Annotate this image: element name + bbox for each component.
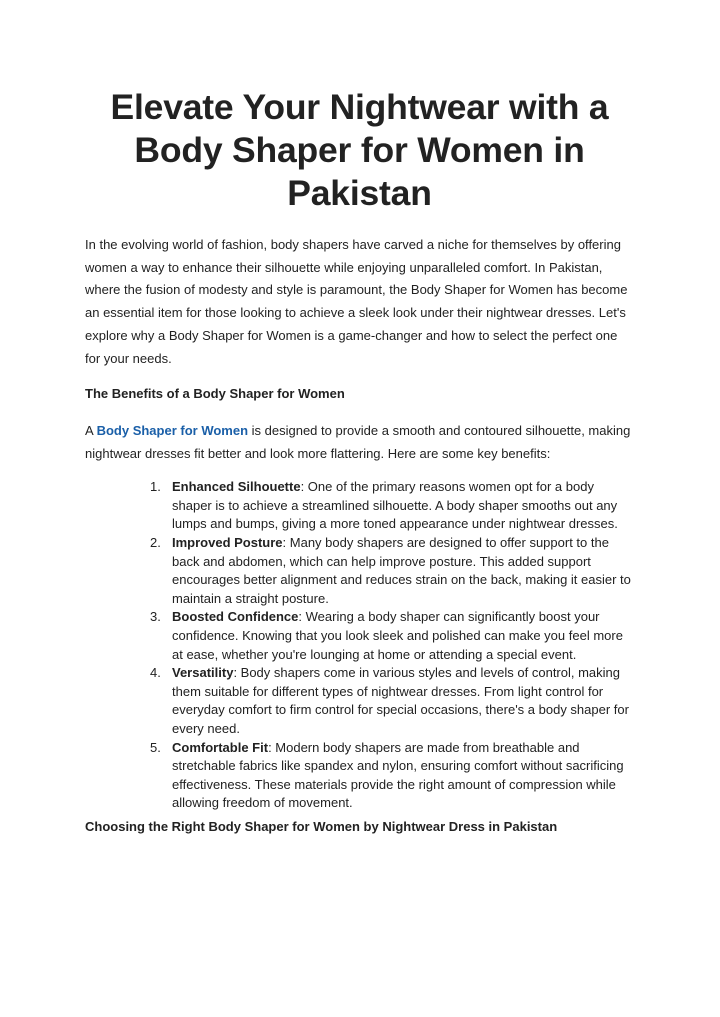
list-item-text: : Many body shapers are designed to offer support to the back and abdomen, which can help improve posture. This added support encourages better alignment and reduces strain on the back, making it easier to maintain a straight posture. [172, 535, 631, 606]
benefits-lead-paragraph [85, 420, 634, 465]
list-item-label: Comfortable Fit [172, 739, 269, 755]
list-item [150, 608, 634, 664]
intro-paragraph: In the evolving world of fashion, body shapers have carved a niche for themselves by offering women a way to enhance their silhouette while enjoying unparalleled comfort. In Pakistan, where the fusion of modesty and style is paramount, the Body Shaper for Women has become an essential item for those looking to achieve a sleek look under their nightwear dresses. Let's explore why a Body Shaper for Women is a game-changer and how to select the perfect one for your needs. [85, 237, 628, 366]
list-item-text: : Body shapers come in various styles and levels of control, making them suitable for different types of nightwear dresses. From light control for everyday comfort to firm control for special occasions, there's a body shaper for every need. [172, 665, 629, 736]
lead-prefix: A [85, 423, 97, 439]
list-item-number: 3. [150, 609, 161, 625]
list-item-label: Boosted Confidence [172, 609, 299, 625]
benefits-heading: The Benefits of a Body Shaper for Women [85, 386, 345, 402]
list-item-label: Improved Posture [172, 535, 283, 550]
list-item-label: Enhanced Silhouette [172, 479, 301, 495]
list-item-text: : Wearing a body shaper can significantly boost your confidence. Knowing that you look sleek and polished can make you feel more at ease, whether you're lounging at home or attending a special event. [172, 609, 623, 662]
list-item-label: Versatility [172, 665, 234, 681]
choosing-heading: Choosing the Right Body Shaper for Women by Nightwear Dress in Pakistan [85, 818, 558, 834]
list-item-text: : Modern body shapers are made from breathable and stretchable fabrics like spandex and nylon, ensuring comfort without sacrificing effectiveness. These materials provide the right amount of compression while allowing freedom of movement. [172, 739, 624, 811]
body-shaper-link[interactable]: Body Shaper for Women [96, 423, 249, 439]
list-item-text: : One of the primary reasons women opt for a body shaper is to achieve a streamlined silhouette. A body shaper smooths out any lumps and bumps, giving a more toned appearance under nightwear dresses. [172, 479, 618, 532]
list-item [150, 664, 634, 738]
list-item [150, 739, 634, 813]
page-title: Elevate Your Nightwear with a Body Shaper for Women in Pakistan [110, 87, 609, 213]
list-item [150, 534, 634, 608]
list-item-number: 5. [150, 739, 161, 755]
benefits-list [85, 478, 634, 813]
document-page [0, 86, 720, 1017]
list-item-number: 2. [150, 535, 161, 550]
list-item-number: 1. [150, 479, 161, 495]
list-item [150, 478, 634, 534]
list-item-number: 4. [150, 665, 161, 681]
lead-suffix: is designed to provide a smooth and contoured silhouette, making nightwear dresses fit better and look more flattering. Here are some key benefits: [85, 423, 631, 461]
